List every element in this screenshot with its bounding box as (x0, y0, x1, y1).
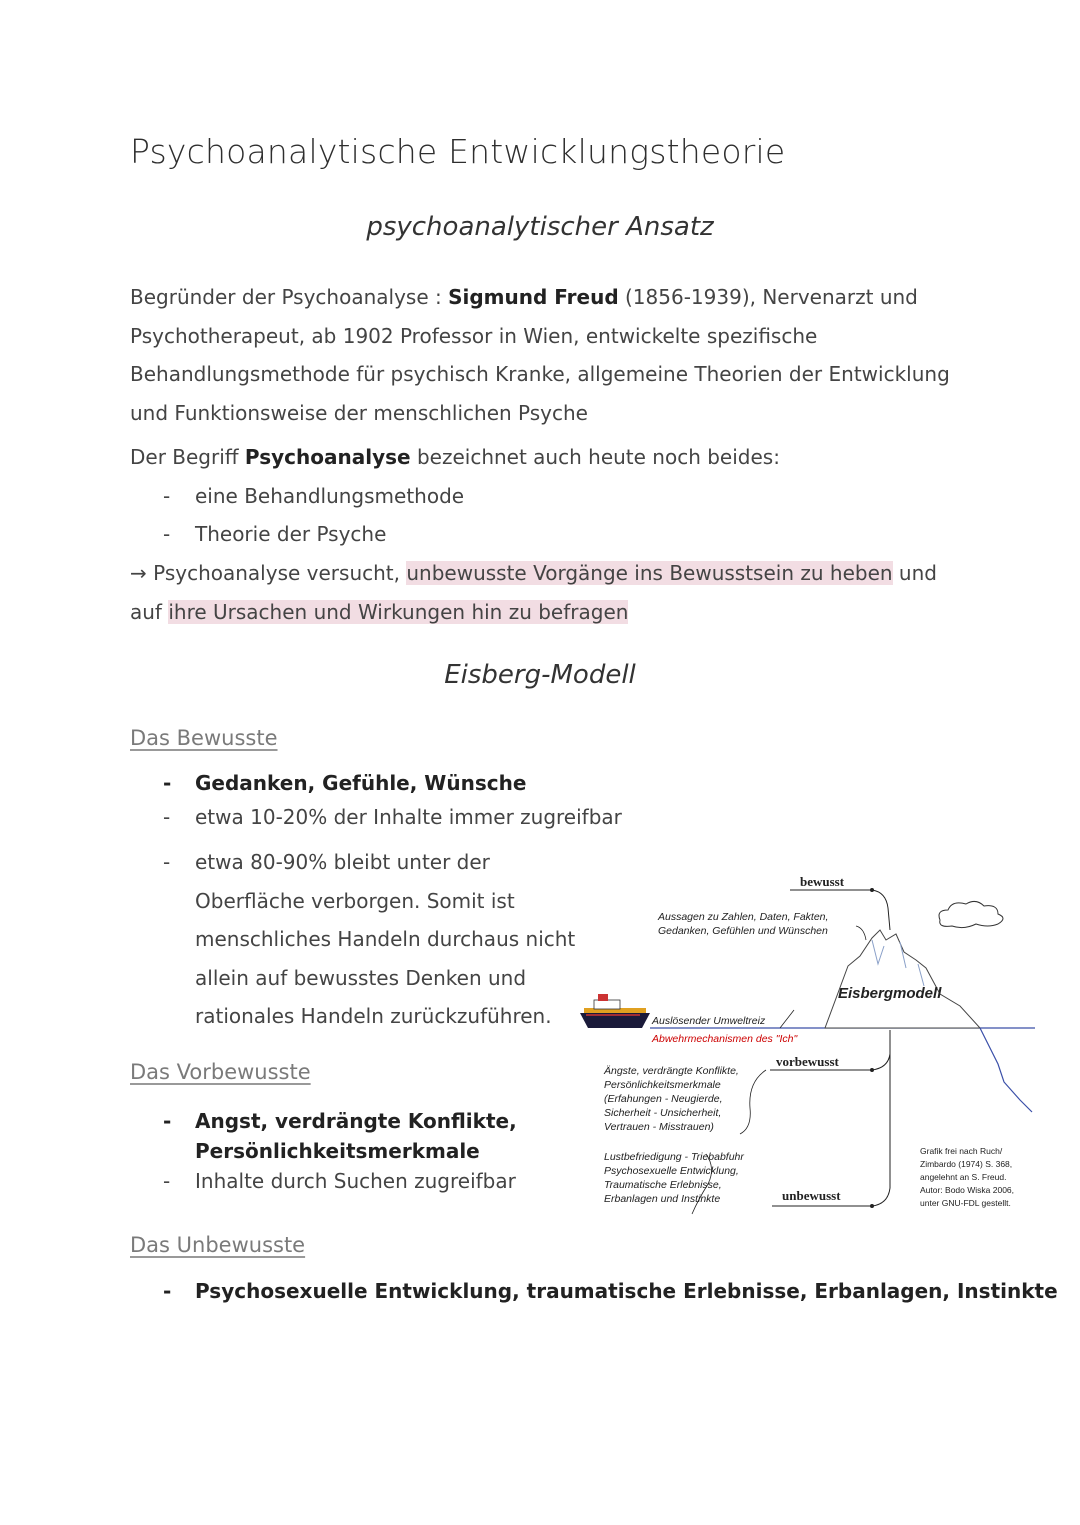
section-title-bewusste: Das Bewusste (130, 726, 278, 750)
bullet-line: Angst, verdrängte Konflikte, (195, 1109, 517, 1133)
low-text-line3: Traumatische Erlebnisse, (604, 1179, 722, 1191)
intro-text-b: (1856-1939), Nervenarzt und (618, 285, 918, 309)
credit-line4: Autor: Bodo Wiska 2006, (920, 1185, 1015, 1195)
bullet-theorie: - Theorie der Psyche (163, 522, 387, 546)
trigger-text: Auslösender Umweltreiz (652, 1015, 766, 1027)
iceberg-tip (825, 930, 980, 1028)
intro-line-3: Behandlungsmethode für psychisch Kranke, allgemeine Theorien der Entwicklung (130, 362, 950, 386)
intro-text-a: Begründer der Psychoanalyse : (130, 285, 449, 309)
bullet-line: rationales Handeln zurückzuführen. (195, 1004, 552, 1028)
heading-psychoanalytic-approach: psychoanalytischer Ansatz (366, 212, 714, 242)
bullet-psychosexuelle: - Psychosexuelle Entwicklung, traumatische Erlebnisse, Erbanlagen, Instinkte (163, 1279, 1058, 1303)
cloud-icon (939, 901, 1003, 927)
mid-text-connector (740, 1070, 766, 1134)
label-unbewusst: unbewusst (782, 1188, 841, 1203)
bullet-text: Gedanken, Gefühle, Wünsche (195, 771, 527, 795)
low-text-line4: Erbanlagen und Instinkte (604, 1193, 721, 1205)
credit-line5: unter GNU-FDL gestellt. (920, 1198, 1011, 1208)
mid-text-line4: Sicherheit - Unsicherheit, (604, 1107, 722, 1119)
bullet-gedanken: - Gedanken, Gefühle, Wünsche (163, 771, 527, 795)
mid-text-line5: Vertrauen - Misstrauen) (604, 1121, 714, 1133)
bullet-line: allein auf bewusstes Denken und (195, 965, 527, 990)
conclusion-text-a: Psychoanalyse versucht, (146, 561, 407, 585)
bullet-text: Inhalte durch Suchen zugreifbar (195, 1169, 516, 1193)
begriff-paragraph (130, 438, 950, 477)
low-text-line2: Psychosexuelle Entwicklung, (604, 1165, 739, 1177)
begriff-term: Psychoanalyse (244, 445, 411, 469)
intro-paragraph (130, 278, 950, 432)
iceberg-diagram (580, 868, 1040, 1218)
heading-eisberg-modell: Eisberg-Modell (444, 660, 636, 690)
bullet-behandlungsmethode: - eine Behandlungsmethode (163, 484, 465, 508)
label-vorbewusst: vorbewusst (776, 1054, 839, 1069)
bullet-text: Theorie der Psyche (195, 522, 387, 546)
connector-dot (870, 1068, 874, 1072)
conclusion-paragraph (130, 554, 950, 631)
credit-line2: Zimbardo (1974) S. 368, (920, 1159, 1013, 1169)
conclusion-text-b: und (892, 561, 937, 585)
top-text-line1: Aussagen zu Zahlen, Daten, Fakten, (658, 911, 829, 923)
bullet-line: menschliches Handeln durchaus nicht (195, 927, 576, 951)
freud-name: Sigmund Freud (448, 285, 619, 309)
bullet-80-90: - etwa 80-90% bleibt unter der Oberfläche verborgen. Somit ist menschliches Handeln durchaus nicht allein auf bewusstes Denken und rationales Handeln zurückzuführen. (163, 843, 575, 1036)
arrow-icon: → (130, 561, 147, 585)
top-text-line2: Gedanken, Gefühlen und Wünschen (658, 925, 828, 937)
connector-bewusst (790, 890, 890, 930)
page-title: Psychoanalytische Entwicklungstheorie (130, 132, 786, 171)
mid-text-line2: Persönlichkeitsmerkmale (604, 1079, 721, 1091)
highlight-2: ihre Ursachen und Wirkungen hin zu befragen (168, 599, 629, 624)
bullet-text: eine Behandlungsmethode (195, 484, 465, 508)
begriff-text-b: bezeichnet auch heute noch beides: (410, 445, 780, 469)
bullet-line: etwa 80-90% bleibt unter der (195, 850, 490, 874)
bullet-line: Oberfläche verborgen. Somit ist (195, 888, 515, 913)
highlight-1: unbewusste Vorgänge ins Bewusstsein zu heben (406, 561, 893, 585)
mid-text-line1: Ängste, verdrängte Konflikte, (604, 1065, 739, 1077)
bullet-text: Psychosexuelle Entwicklung, traumatische Erlebnisse, Erbanlagen, Instinkte (195, 1279, 1058, 1303)
top-text-connector (856, 926, 866, 940)
ship-icon (580, 994, 650, 1028)
iceberg-underwater (980, 1028, 1032, 1112)
connector-dot (870, 1204, 874, 1208)
bullet-suchen: - Inhalte durch Suchen zugreifbar (163, 1169, 516, 1193)
section-title-unbewusste: Das Unbewusste (130, 1233, 306, 1257)
section-title-vorbewusste: Das Vorbewusste (130, 1060, 311, 1084)
low-text-line1: Lustbefriedigung - Triebabfuhr (604, 1151, 744, 1163)
begriff-text-a: Der Begriff (130, 445, 245, 469)
intro-line-2: Psychotherapeut, ab 1902 Professor in Wien, entwickelte spezifische (130, 323, 818, 348)
bullet-text: etwa 10-20% der Inhalte immer zugreifbar (195, 805, 622, 829)
intro-line-4: und Funktionsweise der menschlichen Psyche (130, 400, 588, 425)
bullet-line: Persönlichkeitsmerkmale (195, 1139, 480, 1163)
credit-line1: Grafik frei nach Ruch/ (920, 1146, 1003, 1156)
conclusion-text-c: auf (130, 599, 169, 624)
defense-text: Abwehrmechanismen des "Ich" (652, 1033, 798, 1045)
bullet-text-block (195, 843, 575, 1036)
trigger-connector (780, 1010, 794, 1028)
bullet-angst: - Angst, verdrängte Konflikte, Persönlichkeitsmerkmale (163, 1106, 517, 1166)
diagram-title: Eisbergmodell (838, 985, 942, 1002)
label-bewusst: bewusst (800, 874, 845, 889)
credit-line3: angelehnt an S. Freud. (920, 1172, 1007, 1182)
bullet-10-20: - etwa 10-20% der Inhalte immer zugreifbar (163, 805, 622, 829)
mid-text-line3: (Erfahungen - Neugierde, (604, 1093, 723, 1105)
connector-dot (870, 888, 874, 892)
bullet-text-block (195, 1106, 517, 1166)
